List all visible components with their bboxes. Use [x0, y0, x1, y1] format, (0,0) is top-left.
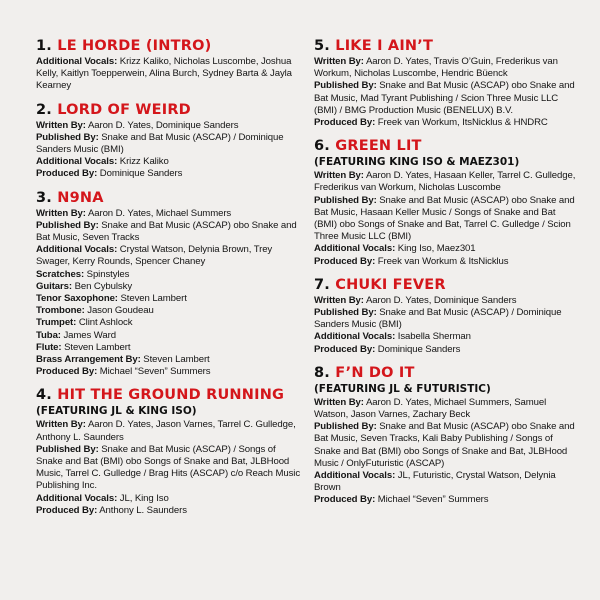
- credit-label: Additional Vocals:: [314, 470, 396, 482]
- credit-value: Steven Lambert: [64, 341, 131, 353]
- featuring-line: (FEATURING JL & KING ISO): [36, 405, 197, 418]
- credit-line: [314, 117, 576, 129]
- credit-label: Produced By:: [36, 366, 98, 378]
- track-number: 2.: [36, 101, 52, 118]
- credit-line: [314, 331, 576, 343]
- credit-label: Additional Vocals:: [314, 243, 396, 255]
- credit-line: [36, 220, 304, 244]
- credit-label: Additional Vocals:: [36, 156, 118, 168]
- credit-label: Written By:: [314, 56, 364, 67]
- track-name: CHUKI FEVER: [335, 276, 446, 293]
- credit-label: Produced By:: [314, 255, 376, 267]
- credit-value: Clint Ashlock: [78, 317, 133, 329]
- credit-value: JL, King Iso: [119, 492, 169, 504]
- credit-label: Additional Vocals:: [36, 492, 118, 504]
- credit-line: [36, 342, 304, 354]
- track-entry: [314, 365, 576, 507]
- credit-label: Guitars:: [36, 280, 72, 292]
- credit-line: [36, 366, 304, 378]
- credit-value: JL, Futuristic, Crystal Watson, Delynia Brown: [314, 470, 556, 494]
- credit-value: James Ward: [63, 329, 116, 341]
- track-number: 7.: [314, 276, 330, 293]
- track-number: 1.: [36, 38, 52, 54]
- credit-line: [36, 419, 304, 443]
- track-number: 5.: [314, 38, 330, 54]
- credit-line: [36, 444, 304, 493]
- credit-value: Snake and Bat Music (ASCAP) obo Snake and Bat Music, Hasaan Keller Music / Songs of Snake and Bat (BMI) obo Songs of Snake and Bat, Tarrel C. Gulledge / Scion Three Music LLC (BMI): [314, 194, 575, 243]
- track-name: GREEN LIT: [335, 138, 422, 155]
- credit-value: Spinstyles: [86, 268, 130, 280]
- credit-label: Written By:: [314, 170, 364, 182]
- credit-label: Published By:: [314, 80, 377, 92]
- credit-line: [36, 56, 304, 93]
- credit-line: [314, 470, 576, 494]
- credit-value: Snake and Bat Music (ASCAP) obo Snake and Bat Music, Mad Tyrant Publishing / Scion Three Music LLC (BMI) / BMG Production Music (BENELUX) B.V.: [314, 80, 575, 116]
- credit-label: Published By:: [36, 219, 99, 231]
- credit-value: Krizz Kaliko: [119, 156, 169, 168]
- track-name: F’N DO IT: [335, 364, 415, 381]
- featuring-line: (FEATURING KING ISO & MAEZ301): [314, 156, 520, 169]
- credit-value: Aaron D. Yates, Hasaan Keller, Tarrel C. Gulledge, Frederikus van Workum, Nicholas Luscombe: [314, 170, 576, 194]
- credit-value: Snake and Bat Music (ASCAP) / Dominique Sanders Music (BMI): [314, 307, 562, 331]
- credit-value: Krizz Kaliko, Nicholas Luscombe, Joshua Kelly, Kaitlyn Toepperwein, Alina Burch, Sydney Barta & Jayla Kearney: [36, 56, 292, 92]
- credit-label: Produced By:: [314, 494, 376, 506]
- credit-value: Crystal Watson, Delynia Brown, Trey Swager, Kerry Rounds, Spencer Chaney: [36, 244, 273, 268]
- credit-line: [314, 170, 576, 194]
- featuring-line: (FEATURING JL & FUTURISTIC): [314, 382, 491, 395]
- credit-line: [36, 156, 304, 168]
- track-title: [314, 138, 576, 155]
- credit-label: Published By:: [314, 194, 377, 206]
- credit-label: Tuba:: [36, 329, 61, 341]
- track-title: [36, 38, 304, 55]
- track-entry: [36, 102, 304, 181]
- track-name: LE HORDE (INTRO): [57, 38, 212, 54]
- credit-value: Aaron D. Yates, Michael Summers, Samuel Watson, Jason Varnes, Zachary Beck: [314, 396, 547, 421]
- credit-line: [314, 397, 576, 421]
- credit-value: Aaron D. Yates, Dominique Sanders: [365, 294, 517, 306]
- credit-line: [36, 330, 304, 342]
- credit-value: Isabella Sherman: [397, 331, 471, 343]
- credit-value: Aaron D. Yates, Michael Summers: [87, 207, 232, 219]
- track-name: HIT THE GROUND RUNNING: [57, 387, 285, 404]
- credit-line: [36, 317, 304, 329]
- track-name: LORD OF WEIRD: [57, 101, 191, 118]
- credit-value: Dominique Sanders: [377, 343, 461, 355]
- credit-label: Published By:: [36, 131, 99, 143]
- track-name: LIKE I AIN’T: [335, 38, 434, 54]
- credit-line: [36, 208, 304, 220]
- credit-label: Brass Arrangement By:: [36, 354, 141, 366]
- credit-label: Trombone:: [36, 305, 85, 317]
- credit-label: Produced By:: [314, 117, 376, 129]
- credit-line: [36, 132, 304, 156]
- credit-line: [36, 354, 304, 366]
- credit-value: Steven Lambert: [143, 354, 210, 366]
- track-name: N9NA: [57, 189, 104, 206]
- credit-label: Written By:: [314, 396, 364, 408]
- credit-line: [36, 293, 304, 305]
- track-title: [36, 102, 304, 119]
- credit-label: Written By:: [36, 207, 86, 219]
- credit-value: Aaron D. Yates, Dominique Sanders: [87, 119, 239, 131]
- credit-line: [36, 493, 304, 505]
- credit-label: Tenor Saxophone:: [36, 293, 118, 305]
- credit-value: Snake and Bat Music (ASCAP) obo Snake and Bat Music, Seven Tracks: [36, 219, 297, 244]
- track-title: [36, 190, 304, 207]
- credit-value: Michael “Seven” Summers: [377, 494, 489, 506]
- credit-label: Additional Vocals:: [314, 331, 396, 343]
- credit-label: Scratches:: [36, 268, 85, 280]
- credit-line: [314, 56, 576, 80]
- credit-label: Written By:: [314, 294, 364, 306]
- track-entry: [314, 38, 576, 129]
- credit-line: [36, 505, 304, 517]
- credit-value: Michael “Seven” Summers: [99, 366, 211, 378]
- credit-value: Freek van Workum, ItsNicklus & HNDRC: [377, 117, 548, 129]
- credit-label: Additional Vocals:: [36, 56, 118, 67]
- credit-label: Produced By:: [36, 168, 98, 180]
- credit-value: Ben Cybulsky: [74, 280, 133, 292]
- credit-label: Written By:: [36, 419, 86, 431]
- credit-line: [36, 168, 304, 180]
- credit-line: [314, 421, 576, 470]
- track-entry: [314, 277, 576, 356]
- credit-label: Written By:: [36, 119, 86, 131]
- credit-line: [314, 494, 576, 506]
- credit-label: Trumpet:: [36, 317, 77, 329]
- track-number: 8.: [314, 364, 330, 381]
- credit-value: Snake and Bat Music (ASCAP) obo Snake and Bat Music, Seven Tracks, Kali Baby Publishing / Songs of Snake and Bat (BMI) obo Songs of Snake and Bat, JLBHood Music / OnlyFuturistic (ASCAP): [314, 421, 575, 469]
- credit-value: Steven Lambert: [120, 293, 187, 305]
- credit-label: Produced By:: [314, 343, 376, 355]
- credit-value: Anthony L. Saunders: [99, 504, 187, 516]
- credit-label: Produced By:: [36, 504, 98, 516]
- credit-line: [36, 281, 304, 293]
- credit-line: [314, 344, 576, 356]
- credit-label: Additional Vocals:: [36, 244, 118, 256]
- track-entry: [36, 387, 304, 517]
- credit-line: [36, 269, 304, 281]
- credit-label: Published By:: [314, 307, 377, 319]
- right-column: [314, 38, 576, 516]
- track-number: 6.: [314, 138, 330, 155]
- credit-line: [36, 305, 304, 317]
- credit-value: King Iso, Maez301: [397, 243, 476, 255]
- track-entry: [314, 138, 576, 268]
- credit-line: [314, 80, 576, 117]
- credit-label: Published By:: [314, 421, 377, 433]
- credit-line: [314, 307, 576, 331]
- track-entry: [36, 190, 304, 379]
- credit-label: Published By:: [36, 443, 99, 455]
- track-title: [314, 365, 576, 382]
- track-number: 3.: [36, 189, 52, 206]
- track-title: [36, 387, 304, 404]
- credit-line: [36, 120, 304, 132]
- credit-value: Jason Goudeau: [87, 305, 154, 317]
- credit-value: Dominique Sanders: [99, 168, 183, 180]
- credit-value: Freek van Workum & ItsNicklus: [377, 255, 509, 267]
- credit-value: Snake and Bat Music (ASCAP) / Dominique Sanders Music (BMI): [36, 131, 284, 156]
- credit-line: [314, 295, 576, 307]
- credit-line: [36, 244, 304, 268]
- credit-label: Flute:: [36, 341, 62, 353]
- credit-value: Aaron D. Yates, Travis O’Guin, Frederikus van Workum, Nicholas Luscombe, Hendric Büenck: [314, 56, 558, 80]
- track-entry: [36, 38, 304, 93]
- credit-value: Snake and Bat Music (ASCAP) / Songs of Snake and Bat (BMI) obo Songs of Snake and Bat, JLBHood Music, Tarrel C. Gulledge / Brag Hits (ASCAP) c/o Reach Music Publishing Inc.: [36, 443, 301, 492]
- credit-line: [314, 195, 576, 244]
- left-column: [36, 38, 304, 526]
- credit-line: [314, 256, 576, 268]
- track-title: [314, 38, 576, 55]
- track-number: 4.: [36, 387, 52, 404]
- track-title: [314, 277, 576, 294]
- credit-value: Aaron D. Yates, Jason Varnes, Tarrel C. Gulledge, Anthony L. Saunders: [36, 419, 296, 443]
- credit-line: [314, 243, 576, 255]
